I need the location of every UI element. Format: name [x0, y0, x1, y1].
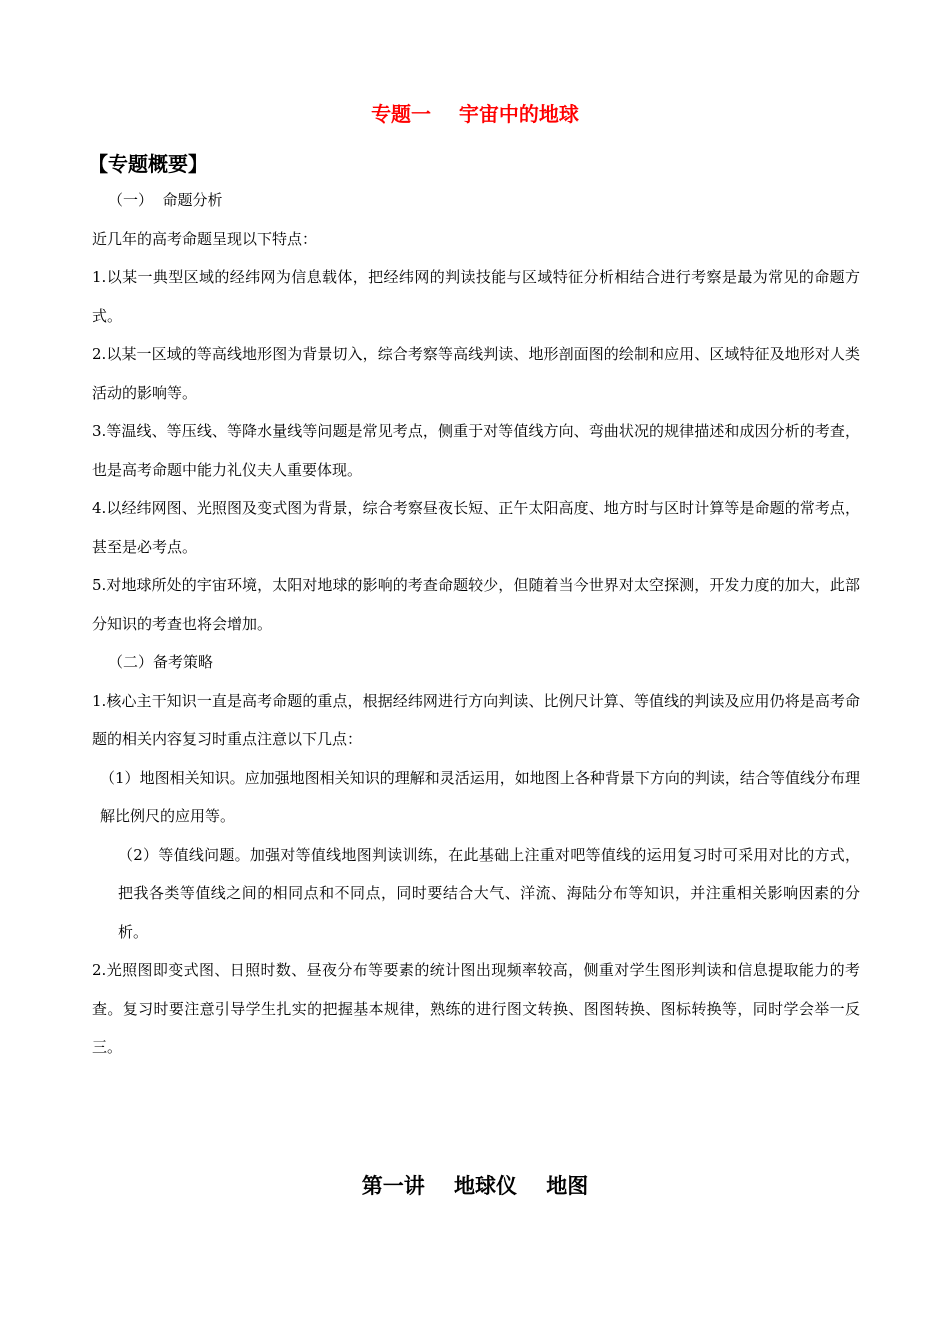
strategy-paragraph-1: 1.核心主干知识一直是高考命题的重点，根据经纬网进行方向判读、比例尺计算、等值线的判读及应用仍将是高考命题的相关内容复习时重点注意以下几点： [92, 691, 860, 748]
section-heading-analysis: （一） 命题分析 [108, 191, 223, 209]
topic-title: 专题一 宇宙中的地球 [371, 102, 579, 126]
strategy-paragraph-1-1: （1）地图相关知识。应加强地图相关知识的理解和灵活运用，如地图上各种背景下方向的判读，结合等值线分布理解比例尺的应用等。 [100, 768, 860, 825]
body-text [92, 181, 860, 1067]
overview-heading: 【专题概要】 [88, 152, 208, 176]
section-heading-strategy: （二）备考策略 [108, 653, 214, 671]
intro-paragraph: 近几年的高考命题呈现以下特点： [92, 229, 318, 248]
strategy-paragraph-1-2: （2）等值线问题。加强对等值线地图判读训练，在此基础上注重对吧等值线的运用复习时可采用对比的方式，把我各类等值线之间的相同点和不同点，同时要结合大气、洋流、海陆分布等知识，并注重相关影响因素的分析。 [118, 845, 860, 941]
strategy-paragraph-2: 2.光照图即变式图、日照时数、昼夜分布等要素的统计图出现频率较高，侧重对学生图形判读和信息提取能力的考查。复习时要注意引导学生扎实的把握基本规律，熟练的进行图文转换、图图转换、图标转换等，同时学会举一反三。 [92, 961, 860, 1056]
point-paragraph-2: 2.以某一区域的等高线地形图为背景切入，综合考察等高线判读、地形剖面图的绘制和应用、区域特征及地形对人类活动的影响等。 [92, 345, 860, 402]
point-paragraph-1: 1.以某一典型区域的经纬网为信息载体，把经纬网的判读技能与区域特征分析相结合进行考察是最为常见的命题方式。 [92, 268, 860, 325]
lecture-title: 第一讲 地球仪 地图 [361, 1174, 589, 1198]
point-paragraph-4: 4.以经纬网图、光照图及变式图为背景，综合考察昼夜长短、正午太阳高度、地方时与区时计算等是命题的常考点，甚至是必考点。 [92, 499, 860, 556]
point-paragraph-3: 3.等温线、等压线、等降水量线等问题是常见考点，侧重于对等值线方向、弯曲状况的规律描述和成因分析的考查，也是高考命题中能力礼仪夫人重要体现。 [92, 422, 860, 479]
point-paragraph-5: 5.对地球所处的宇宙环境，太阳对地球的影响的考查命题较少，但随着当今世界对太空探测，开发力度的加大，此部分知识的考查也将会增加。 [92, 576, 860, 633]
